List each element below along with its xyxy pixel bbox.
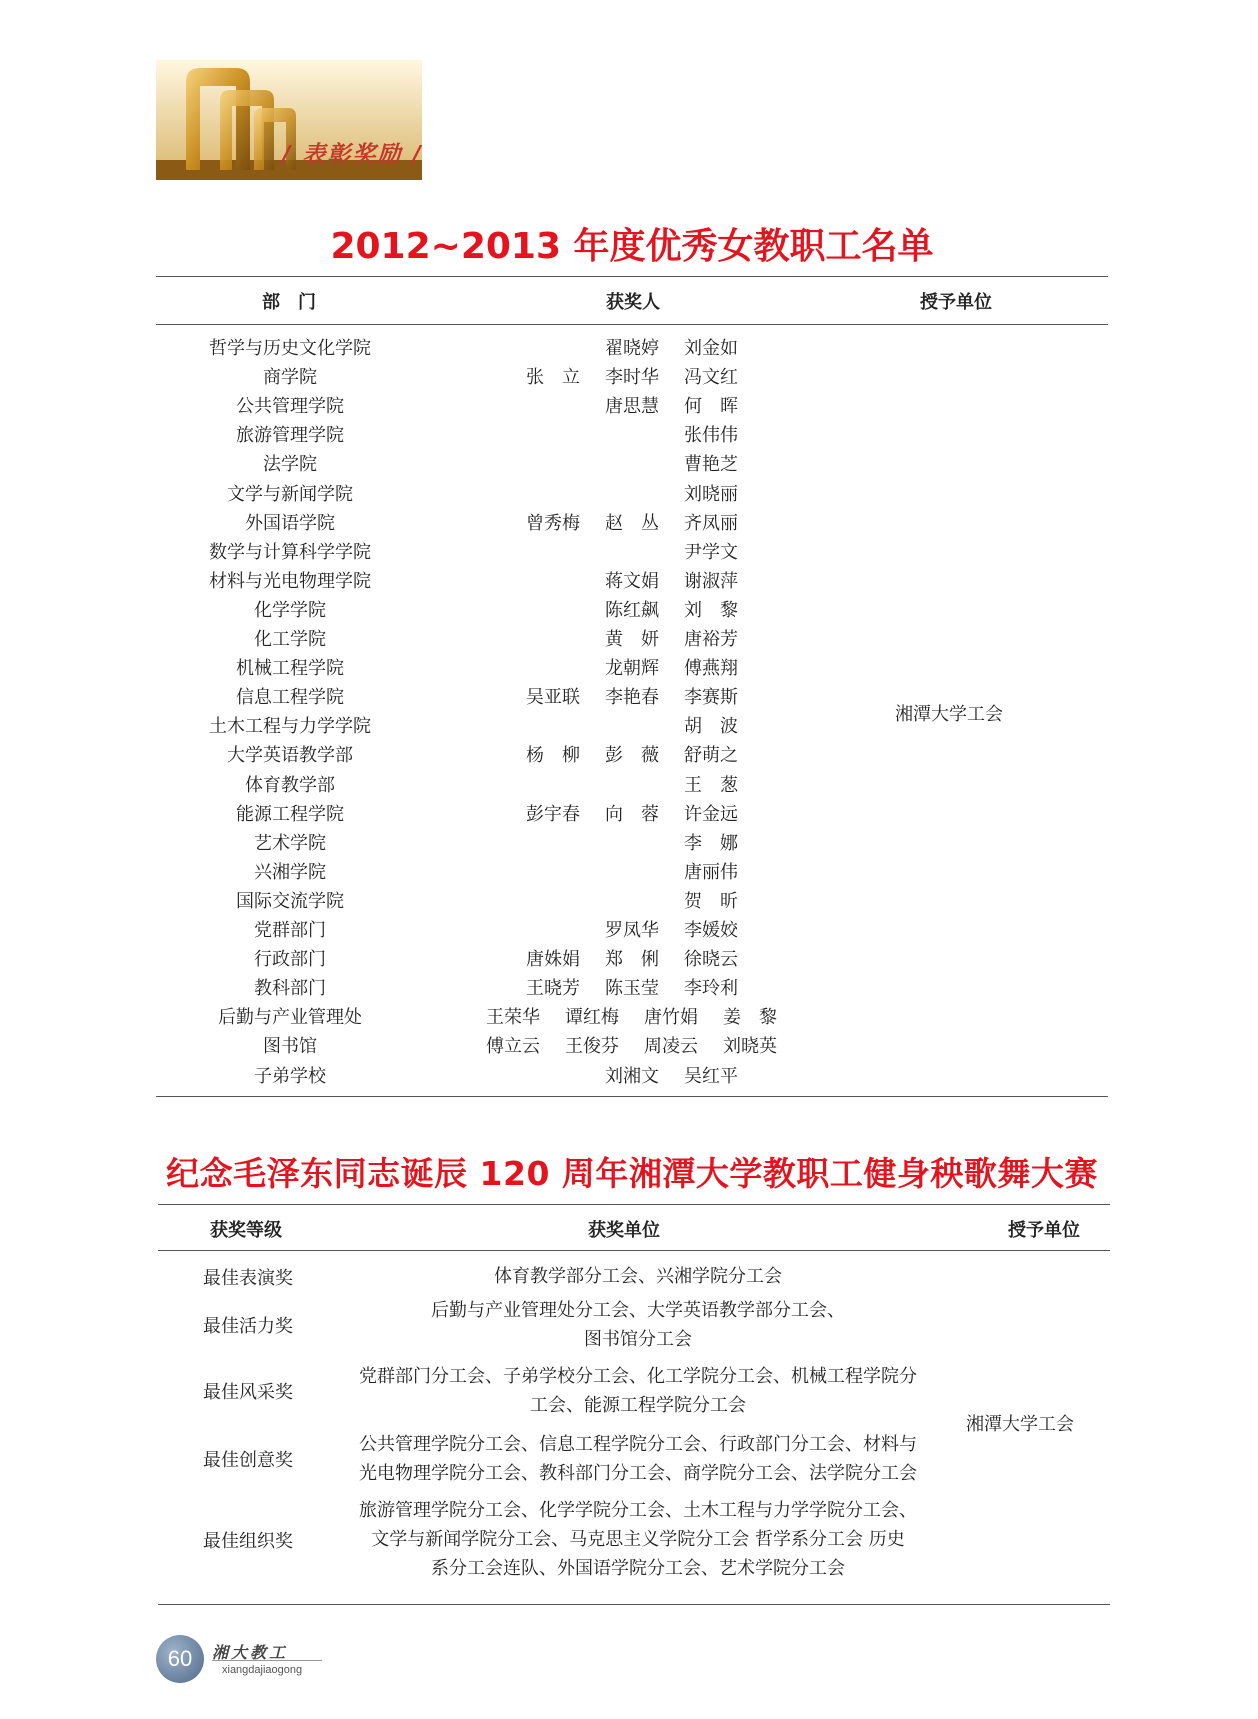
table1-winner-names (526, 1062, 886, 1091)
winner-name: 唐思慧 (605, 396, 659, 418)
table1-department: 教科部门 (254, 978, 326, 1000)
table1-department: 材料与光电物理学院 (209, 570, 371, 592)
winner-name: 李时华 (605, 367, 659, 389)
table2-winner-line: 图书馆分工会 (584, 1329, 692, 1350)
winner-name: 刘晓丽 (684, 483, 738, 505)
table1-winner-names (526, 421, 886, 450)
table1-winner-names (526, 334, 886, 363)
table1-department: 国际交流学院 (236, 890, 344, 912)
winner-name: 胡 波 (684, 716, 738, 738)
winner-name: 罗凤华 (605, 920, 659, 941)
table2-award-level: 最佳风采奖 (203, 1382, 293, 1403)
table1-winner-names (526, 596, 886, 625)
table2-winner-line: 后勤与产业管理处分工会、大学英语教学部分工会、 (431, 1300, 845, 1321)
winner-name: 李玲利 (684, 978, 738, 1000)
table2-header-grantor: 授予单位 (1008, 1220, 1080, 1241)
table1-department: 党群部门 (254, 920, 326, 941)
winner-name: 唐竹娟 (644, 1007, 698, 1029)
winner-name: 李赛斯 (684, 687, 738, 709)
table1-department: 信息工程学院 (236, 687, 344, 709)
table2-header-rule (158, 1250, 1110, 1251)
winner-name: 吴亚联 (526, 687, 580, 709)
table1-department: 文学与新闻学院 (227, 483, 353, 505)
table1-header-department: 部 门 (262, 292, 316, 313)
table1-department: 外国语学院 (245, 512, 335, 534)
footer-divider (212, 1660, 322, 1661)
winner-name: 向 蓉 (605, 803, 659, 825)
table2-header-level: 获奖等级 (210, 1220, 282, 1241)
table1-winner-names (526, 945, 886, 974)
table1-winner-names (526, 858, 886, 887)
winner-name: 王俊芬 (565, 1036, 619, 1058)
table1-bottom-rule (156, 1096, 1108, 1097)
table1-winner-names (526, 363, 886, 392)
winner-name: 许金远 (684, 803, 738, 825)
winner-name: 尹学文 (684, 541, 738, 563)
table1-department: 能源工程学院 (236, 803, 344, 825)
table1-winner-names (486, 1032, 846, 1061)
winner-name: 李 娜 (684, 832, 738, 854)
winner-name: 陈红飙 (605, 599, 659, 621)
table1-winner-names (526, 625, 886, 654)
winner-name: 赵 丛 (605, 512, 659, 534)
table2-header-winners: 获奖单位 (588, 1220, 660, 1241)
winner-name: 黄 妍 (605, 629, 659, 650)
table2-title: 纪念毛泽东同志诞辰 120 周年湘潭大学教职工健身秧歌舞大赛 (166, 1154, 1098, 1193)
table1-winner-names (526, 509, 886, 538)
winner-name: 齐凤丽 (684, 512, 738, 534)
table1-department: 化工学院 (254, 629, 326, 650)
table2-award-level: 最佳创意奖 (203, 1450, 293, 1471)
table2-top-rule (158, 1204, 1110, 1205)
table2-grantor: 湘潭大学工会 (966, 1414, 1074, 1435)
table1-grantor: 湘潭大学工会 (895, 704, 1003, 725)
table2-winner-line: 文学与新闻学院分工会、马克思主义学院分工会 哲学系分工会 历史 (371, 1529, 905, 1550)
table2-winner-line: 工会、能源工程学院分工会 (530, 1395, 746, 1416)
winner-name: 傅燕翔 (684, 658, 738, 680)
magazine-pinyin: xiangdajiaogong (222, 1664, 303, 1676)
winner-name: 徐晓云 (684, 949, 738, 971)
table1-department: 商学院 (263, 367, 317, 389)
table1-department: 化学学院 (254, 599, 326, 621)
table1-department: 图书馆 (263, 1036, 317, 1058)
table1-department: 大学英语教学部 (227, 745, 353, 767)
winner-name: 唐裕芳 (684, 629, 738, 650)
table1-department: 子弟学校 (254, 1065, 326, 1087)
table1-winner-names (526, 829, 886, 858)
table1-department: 法学院 (263, 454, 317, 476)
winner-name: 陈玉莹 (605, 978, 659, 1000)
table2-award-level: 最佳表演奖 (203, 1267, 293, 1289)
winner-name: 曾秀梅 (526, 512, 580, 534)
winner-name: 谭红梅 (565, 1007, 619, 1029)
table1-header-grantor: 授予单位 (920, 292, 992, 313)
table1-header-rule (156, 324, 1108, 325)
table1-winner-names (526, 538, 886, 567)
winner-name: 傅立云 (486, 1036, 540, 1058)
table1-top-rule (156, 276, 1108, 277)
winner-name: 李媛姣 (684, 920, 738, 941)
table1-department: 行政部门 (254, 949, 326, 971)
winner-name: 刘 黎 (684, 599, 738, 621)
table1-department: 公共管理学院 (236, 396, 344, 418)
winner-name: 谢淑萍 (684, 570, 738, 592)
table2-winner-line: 旅游管理学院分工会、化学学院分工会、土木工程与力学学院分工会、 (359, 1500, 917, 1521)
table1-department: 兴湘学院 (254, 861, 326, 883)
table1-winner-names (526, 916, 886, 945)
table1-department: 体育教学部 (245, 774, 335, 796)
table1-department: 后勤与产业管理处 (218, 1007, 362, 1029)
table1-winner-names (526, 771, 886, 800)
winner-name: 姜 黎 (723, 1007, 777, 1029)
winner-name: 周凌云 (644, 1036, 698, 1058)
winner-name: 贺 昕 (684, 890, 738, 912)
table1-winner-names (526, 741, 886, 770)
magazine-name: 湘大教工 (212, 1643, 289, 1662)
table2-winner-line: 体育教学部分工会、兴湘学院分工会 (494, 1266, 782, 1287)
section-tag: / 表彰奖励 / (282, 142, 423, 168)
winner-name: 吴红平 (684, 1065, 738, 1087)
winner-name: 彭宇春 (526, 803, 580, 825)
winner-name: 王 葱 (684, 774, 738, 796)
winner-name: 彭 薇 (605, 745, 659, 767)
table1-header-winners: 获奖人 (606, 292, 660, 313)
table2-award-level: 最佳活力奖 (203, 1316, 293, 1337)
table1-winner-names (526, 800, 886, 829)
table1-title: 2012~2013 年度优秀女教职工名单 (330, 226, 934, 267)
winner-name: 郑 俐 (605, 949, 659, 971)
winner-name: 舒萌之 (684, 745, 738, 767)
table1-department: 机械工程学院 (236, 658, 344, 680)
winner-name: 张伟伟 (684, 425, 738, 447)
winner-name: 唐丽伟 (684, 861, 738, 883)
table1-winner-names (526, 480, 886, 509)
winner-name: 李艳春 (605, 687, 659, 709)
winner-name: 龙朝辉 (605, 658, 659, 680)
winner-name: 曹艳芝 (684, 454, 738, 476)
table2-winner-line: 党群部门分工会、子弟学校分工会、化工学院分工会、机械工程学院分 (359, 1366, 917, 1387)
winner-name: 何 晖 (684, 396, 738, 418)
table1-winner-names (486, 1003, 846, 1032)
winner-name: 冯文红 (684, 367, 738, 389)
table1-winner-names (526, 654, 886, 683)
table2-winner-line: 系分工会连队、外国语学院分工会、艺术学院分工会 (431, 1558, 845, 1579)
table2-winner-line: 光电物理学院分工会、教科部门分工会、商学院分工会、法学院分工会 (359, 1463, 917, 1484)
table2-winner-line: 公共管理学院分工会、信息工程学院分工会、行政部门分工会、材料与 (359, 1434, 917, 1455)
winner-name: 王荣华 (486, 1007, 540, 1029)
table1-department: 数学与计算科学学院 (209, 541, 371, 563)
winner-name: 刘金如 (684, 338, 738, 359)
winner-name: 杨 柳 (526, 745, 580, 767)
table1-department: 土木工程与力学学院 (209, 716, 371, 738)
table1-winner-names (526, 712, 886, 741)
winner-name: 蒋文娟 (605, 570, 659, 592)
page-number: 60 (156, 1635, 204, 1683)
winner-name: 刘晓英 (723, 1036, 777, 1058)
winner-name: 唐姝娟 (526, 949, 580, 971)
table2-award-level: 最佳组织奖 (203, 1530, 293, 1552)
table1-winner-names (526, 392, 886, 421)
table1-winner-names (526, 974, 886, 1003)
table1-winner-names (526, 683, 886, 712)
table1-department: 哲学与历史文化学院 (209, 338, 371, 359)
winner-name: 翟晓婷 (605, 338, 659, 359)
table1-winner-names (526, 567, 886, 596)
winner-name: 刘湘文 (605, 1065, 659, 1087)
table1-department: 旅游管理学院 (236, 425, 344, 447)
table2-bottom-rule (158, 1604, 1110, 1605)
table1-winner-names (526, 450, 886, 479)
table1-department: 艺术学院 (254, 832, 326, 854)
winner-name: 张 立 (526, 367, 580, 389)
table1-winner-names (526, 887, 886, 916)
winner-name: 王晓芳 (526, 978, 580, 1000)
